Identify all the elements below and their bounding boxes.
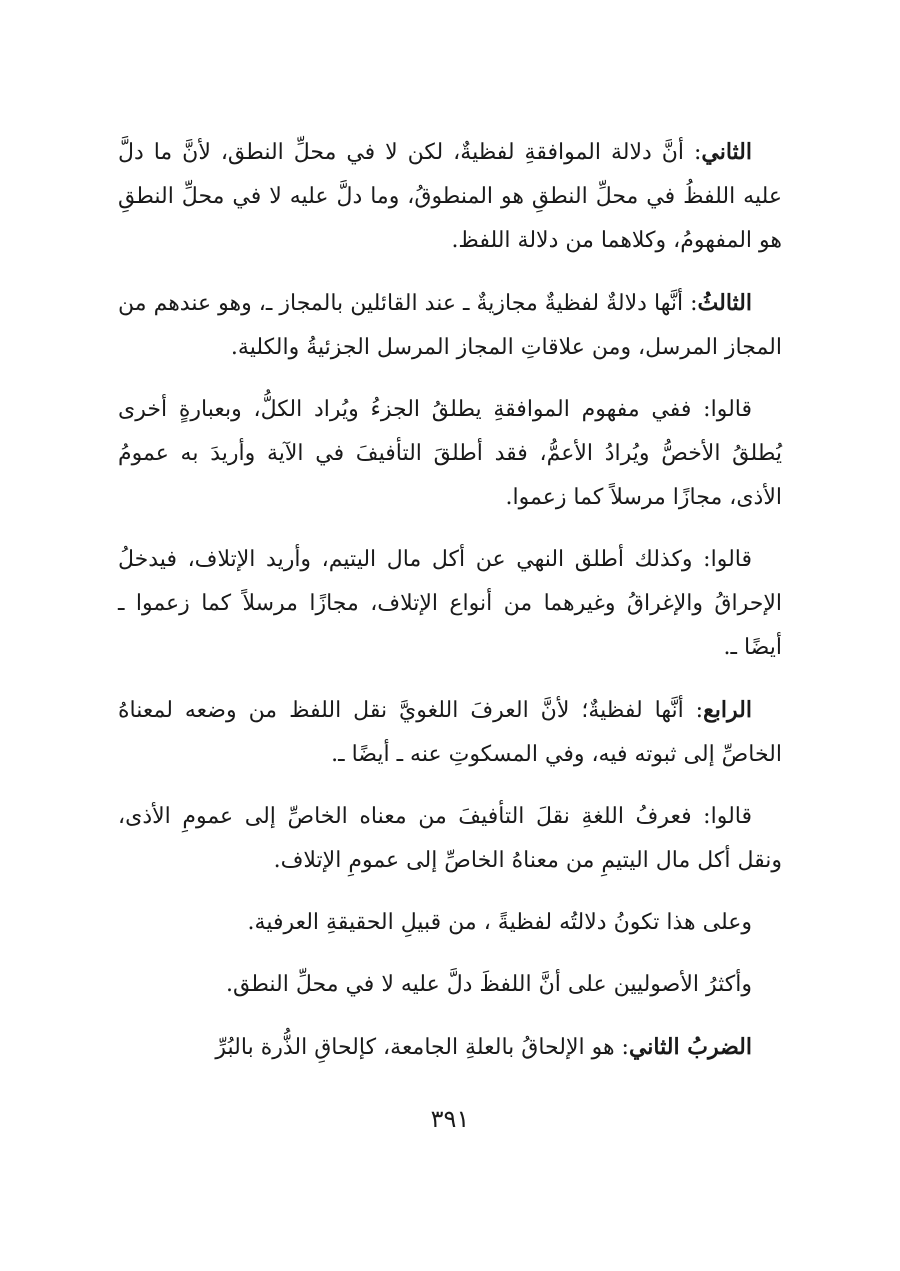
paragraph-text: : أنَّها دلالةٌ لفظيةٌ مجازيةٌ ـ عند القائلين بالمجاز ـ، وهو عندهم من المجاز المرسل، ومن علاقاتِ المجاز المرسل الجزئيةُ والكلية.: [118, 291, 782, 360]
page-number: ٣٩١: [430, 1105, 470, 1133]
paragraph-second-opinion: [118, 130, 782, 263]
paragraph-second-type: [118, 1025, 782, 1070]
paragraph-text: وعلى هذا تكونُ دلالتُه لفظيةً ، من قبيلِ الحقيقةِ العرفية.: [247, 910, 752, 935]
paragraph-text: : هو الإلحاقُ بالعلةِ الجامعة، كإلحاقِ الذُّرة بالبُرِّ: [215, 1035, 629, 1060]
paragraph-they-said-2: [118, 538, 782, 670]
paragraph-text: وأكثرُ الأصوليين على أنَّ اللفظَ دلَّ عليه لا في محلِّ النطق.: [226, 972, 752, 997]
page-body: [118, 130, 782, 1088]
paragraph-conclusion: [118, 901, 782, 945]
paragraph-lead: الرابع: [703, 697, 752, 723]
paragraph-text: قالوا: وكذلك أطلق النهي عن أكل مال اليتيم، وأريد الإتلاف، فيدخلُ الإحراقُ والإغراقُ وغيرهما من أنواع الإتلاف، مجازًا مرسلاً كما زعموا ـ أيضًا ـ.: [118, 547, 782, 660]
paragraph-lead: الثالثُ: [697, 290, 752, 316]
paragraph-text: قالوا: ففي مفهوم الموافقةِ يطلقُ الجزءُ ويُراد الكلُّ، وبعبارةٍ أخرى يُطلقُ الأخصُّ ويُرادُ الأعمُّ، فقد أطلقَ التأفيفَ في الآية وأريدَ به عمومُ الأذى، مجازًا مرسلاً كما زعموا.: [118, 397, 782, 510]
paragraph-text: : أنَّها لفظيةٌ؛ لأنَّ العرفَ اللغويَّ نقل اللفظ من وضعه لمعناهُ الخاصِّ إلى ثبوته فيه، وفي المسكوتِ عنه ـ أيضًا ـ.: [118, 698, 782, 767]
paragraph-they-said-3: [118, 795, 782, 883]
paragraph-majority-view: [118, 963, 782, 1007]
paragraph-text: قالوا: فعرفُ اللغةِ نقلَ التأفيفَ من معناه الخاصِّ إلى عمومِ الأذى، ونقل أكل مال اليتيمِ من معناهُ الخاصِّ إلى عمومِ الإتلاف.: [118, 804, 782, 873]
paragraph-lead: الضربُ الثاني: [628, 1034, 752, 1060]
paragraph-fourth-opinion: [118, 688, 782, 777]
paragraph-lead: الثاني: [701, 139, 752, 165]
paragraph-text: : أنَّ دلالة الموافقةِ لفظيةٌ، لكن لا في محلِّ النطق، لأنَّ ما دلَّ عليه اللفظُ في محلِّ النطقِ هو المنطوقُ، وما دلَّ عليه لا في محلِّ النطقِ هو المفهومُ، وكلاهما من دلالة اللفظ.: [118, 140, 782, 253]
paragraph-they-said-1: [118, 388, 782, 520]
paragraph-third-opinion: [118, 281, 782, 370]
